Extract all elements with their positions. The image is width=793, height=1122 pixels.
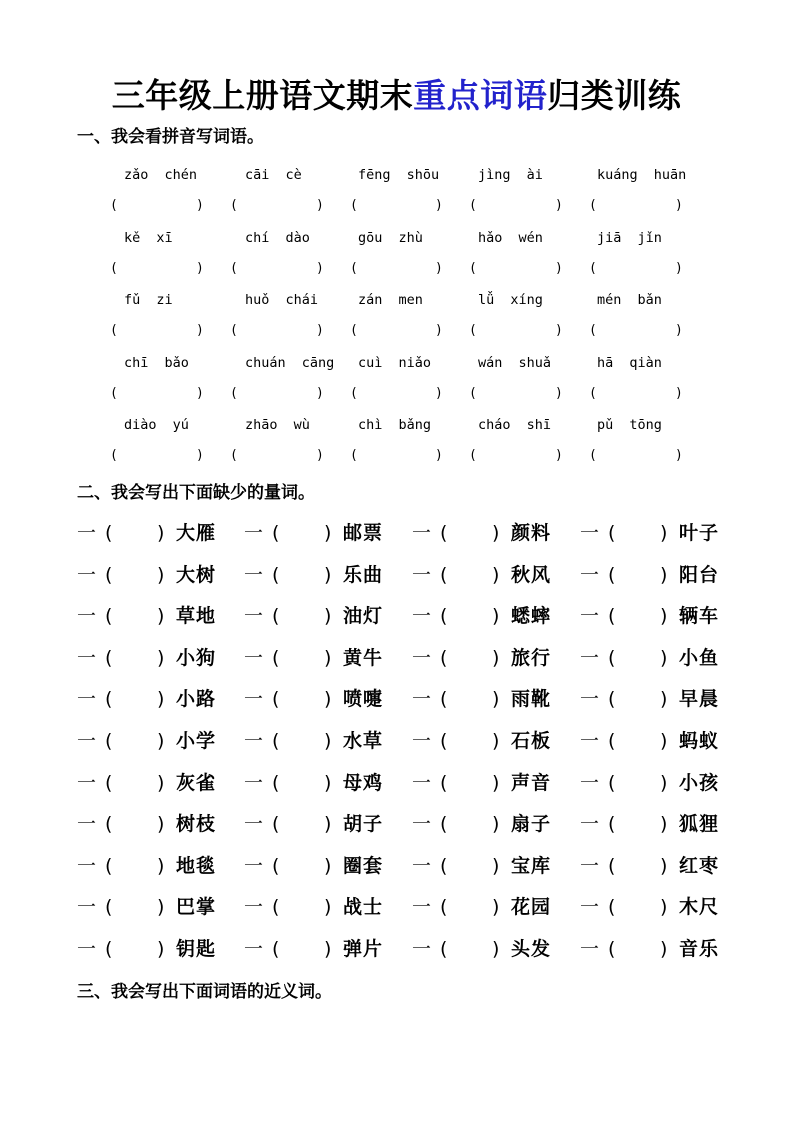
- answer-blank-close: ): [492, 688, 500, 711]
- answer-blank-close: ): [555, 260, 563, 276]
- noun-word: 水草: [343, 730, 384, 752]
- noun-word: 圈套: [343, 854, 384, 877]
- answer-blank-close: ): [492, 854, 500, 877]
- answer-blank-open[interactable]: (: [105, 522, 113, 544]
- prefix-yi: 一: [580, 896, 600, 919]
- noun-word: 小路: [176, 688, 217, 711]
- answer-blank-open[interactable]: (: [440, 771, 448, 794]
- pinyin-text: zhāo wù: [245, 417, 310, 433]
- measure-word-row: [0, 936, 793, 962]
- answer-blank-close: ): [324, 938, 332, 960]
- answer-blank-close: ): [157, 771, 165, 794]
- answer-blank-close: ): [157, 646, 165, 669]
- pinyin-text: jiā jǐn: [597, 229, 662, 246]
- prefix-yi: 一: [244, 522, 264, 544]
- answer-blank-open[interactable]: (: [230, 323, 238, 338]
- answer-blank-open[interactable]: (: [440, 896, 448, 919]
- answer-blank-open[interactable]: (: [440, 605, 448, 628]
- prefix-yi: 一: [244, 563, 264, 586]
- noun-word: 小狗: [176, 646, 217, 669]
- answer-blank-close: ): [196, 260, 204, 276]
- noun-word: 灰雀: [176, 771, 217, 794]
- answer-blank-open[interactable]: (: [105, 646, 113, 669]
- noun-word: 树枝: [176, 813, 217, 836]
- answer-blank-open[interactable]: (: [230, 385, 238, 401]
- answer-blank-close: ): [492, 771, 500, 794]
- answer-blank-open[interactable]: (: [110, 260, 118, 276]
- answer-blank-open[interactable]: (: [440, 646, 448, 669]
- prefix-yi: 一: [77, 813, 97, 836]
- answer-blank-open[interactable]: (: [272, 688, 280, 711]
- measure-word-row: [0, 645, 793, 671]
- answer-blank-close: ): [660, 771, 668, 794]
- prefix-yi: 一: [77, 605, 97, 628]
- noun-word: 花园: [511, 896, 552, 919]
- measure-word-row: [0, 770, 793, 796]
- answer-blank-open[interactable]: (: [272, 730, 280, 752]
- answer-blank-open[interactable]: (: [608, 605, 616, 628]
- noun-word: 雨靴: [511, 688, 552, 711]
- answer-blank-open[interactable]: (: [230, 198, 238, 213]
- prefix-yi: 一: [580, 646, 600, 669]
- answer-blank-close: ): [324, 730, 332, 752]
- prefix-yi: 一: [412, 854, 432, 877]
- pinyin-text: zǎo chén: [124, 167, 198, 183]
- prefix-yi: 一: [580, 771, 600, 794]
- prefix-yi: 一: [77, 938, 97, 960]
- answer-blank-close: ): [316, 385, 324, 401]
- prefix-yi: 一: [580, 563, 600, 586]
- prefix-yi: 一: [412, 646, 432, 669]
- pinyin-text: cuì niǎo: [358, 354, 432, 371]
- answer-blank-open[interactable]: (: [110, 385, 118, 401]
- prefix-yi: 一: [77, 646, 97, 669]
- answer-blank-open[interactable]: (: [440, 563, 448, 586]
- answer-blank-close: ): [435, 323, 443, 338]
- answer-blank-close: ): [660, 646, 668, 669]
- answer-blank-close: ): [324, 646, 332, 669]
- answer-blank-open[interactable]: (: [469, 260, 477, 276]
- answer-blank-close: ): [492, 563, 500, 586]
- answer-blank-open[interactable]: (: [350, 198, 358, 213]
- pinyin-text: diào yú: [124, 417, 189, 433]
- answer-blank-close: ): [324, 771, 332, 794]
- answer-blank-open[interactable]: (: [589, 198, 597, 213]
- noun-word: 胡子: [343, 813, 384, 836]
- noun-word: 钥匙: [176, 938, 217, 960]
- answer-blank-open[interactable]: (: [440, 813, 448, 836]
- prefix-yi: 一: [244, 938, 264, 960]
- noun-word: 大雁: [176, 522, 217, 544]
- noun-word: 邮票: [343, 522, 384, 544]
- section-2-heading: 二、我会写出下面缺少的量词。: [77, 483, 315, 503]
- answer-blank-close: ): [492, 896, 500, 919]
- answer-blank-open[interactable]: (: [440, 730, 448, 752]
- prefix-yi: 一: [412, 563, 432, 586]
- measure-word-row: [0, 894, 793, 920]
- measure-word-row: [0, 603, 793, 629]
- measure-word-row: [0, 562, 793, 588]
- pinyin-text: cāi cè: [245, 167, 302, 183]
- answer-blank-open[interactable]: (: [589, 260, 597, 276]
- answer-blank-close: ): [660, 522, 668, 544]
- answer-blank-open[interactable]: (: [608, 688, 616, 711]
- title-highlight: 重点词语: [413, 76, 548, 115]
- answer-blank-close: ): [196, 385, 204, 401]
- noun-word: 狐狸: [679, 813, 720, 836]
- answer-blank-close: ): [435, 260, 443, 276]
- noun-word: 草地: [176, 605, 217, 628]
- noun-word: 战士: [343, 896, 384, 919]
- measure-word-row: [0, 853, 793, 879]
- answer-blank-open[interactable]: (: [350, 260, 358, 276]
- prefix-yi: 一: [244, 646, 264, 669]
- answer-blank-open[interactable]: (: [105, 813, 113, 836]
- answer-blank-open[interactable]: (: [608, 522, 616, 544]
- prefix-yi: 一: [412, 771, 432, 794]
- prefix-yi: 一: [244, 854, 264, 877]
- prefix-yi: 一: [244, 605, 264, 628]
- answer-blank-close: ): [157, 813, 165, 836]
- prefix-yi: 一: [412, 813, 432, 836]
- answer-blank-open[interactable]: (: [350, 448, 358, 463]
- answer-blank-open[interactable]: (: [350, 323, 358, 338]
- noun-word: 蟋蟀: [511, 605, 552, 628]
- answer-blank-close: ): [157, 730, 165, 752]
- pinyin-text: wán shuǎ: [478, 354, 552, 371]
- title-part-1: 三年级上册语文期末: [111, 76, 414, 115]
- noun-word: 母鸡: [343, 771, 384, 794]
- answer-blank-open[interactable]: (: [440, 854, 448, 877]
- answer-blank-close: ): [324, 854, 332, 877]
- pinyin-text: gōu zhù: [358, 229, 423, 246]
- answer-blank-close: ): [157, 896, 165, 919]
- answer-blank-open[interactable]: (: [105, 688, 113, 711]
- noun-word: 弹片: [343, 938, 384, 960]
- prefix-yi: 一: [412, 938, 432, 960]
- noun-word: 声音: [511, 771, 552, 794]
- answer-blank-close: ): [660, 688, 668, 711]
- pinyin-text: cháo shī: [478, 417, 552, 433]
- prefix-yi: 一: [580, 522, 600, 544]
- answer-blank-close: ): [324, 688, 332, 711]
- answer-blank-close: ): [660, 896, 668, 919]
- answer-blank-open[interactable]: (: [608, 771, 616, 794]
- answer-blank-close: ): [316, 323, 324, 338]
- prefix-yi: 一: [580, 730, 600, 752]
- noun-word: 小学: [176, 730, 217, 752]
- answer-blank-open[interactable]: (: [230, 260, 238, 276]
- answer-blank-close: ): [324, 563, 332, 586]
- measure-word-row: [0, 520, 793, 546]
- noun-word: 阳台: [679, 563, 720, 586]
- answer-blank-open[interactable]: (: [230, 448, 238, 463]
- answer-blank-close: ): [675, 385, 683, 401]
- noun-word: 黄牛: [343, 646, 384, 669]
- noun-word: 叶子: [679, 522, 720, 544]
- answer-blank-open[interactable]: (: [608, 896, 616, 919]
- answer-blank-close: ): [660, 854, 668, 877]
- answer-blank-close: ): [555, 385, 563, 401]
- answer-blank-close: ): [196, 198, 204, 213]
- noun-word: 巴掌: [176, 896, 217, 919]
- noun-word: 大树: [176, 563, 217, 586]
- prefix-yi: 一: [77, 730, 97, 752]
- prefix-yi: 一: [77, 563, 97, 586]
- page-title: [0, 74, 793, 118]
- answer-blank-open[interactable]: (: [608, 730, 616, 752]
- prefix-yi: 一: [580, 605, 600, 628]
- answer-blank-open[interactable]: (: [110, 198, 118, 213]
- answer-blank-close: ): [157, 854, 165, 877]
- answer-blank-open[interactable]: (: [272, 938, 280, 960]
- prefix-yi: 一: [412, 896, 432, 919]
- answer-blank-close: ): [660, 813, 668, 836]
- noun-word: 石板: [511, 730, 552, 752]
- prefix-yi: 一: [77, 896, 97, 919]
- answer-blank-open[interactable]: (: [105, 771, 113, 794]
- noun-word: 旅行: [511, 646, 552, 669]
- answer-blank-close: ): [675, 198, 683, 213]
- noun-word: 头发: [511, 938, 552, 960]
- answer-blank-open[interactable]: (: [105, 730, 113, 752]
- answer-blank-close: ): [324, 605, 332, 628]
- answer-blank-open[interactable]: (: [110, 323, 118, 338]
- noun-word: 秋风: [511, 563, 552, 586]
- noun-word: 红枣: [679, 854, 720, 877]
- answer-blank-close: ): [675, 260, 683, 276]
- prefix-yi: 一: [244, 688, 264, 711]
- answer-blank-close: ): [675, 323, 683, 338]
- answer-blank-open[interactable]: (: [589, 385, 597, 401]
- pinyin-text: zán men: [358, 292, 423, 308]
- pinyin-text: chì bǎng: [358, 417, 432, 433]
- prefix-yi: 一: [244, 896, 264, 919]
- noun-word: 扇子: [511, 813, 552, 836]
- prefix-yi: 一: [580, 854, 600, 877]
- answer-blank-open[interactable]: (: [608, 646, 616, 669]
- answer-blank-open[interactable]: (: [272, 605, 280, 628]
- pinyin-text: jìng ài: [478, 167, 543, 183]
- prefix-yi: 一: [244, 813, 264, 836]
- noun-word: 辆车: [679, 605, 720, 628]
- noun-word: 早晨: [679, 688, 720, 711]
- answer-blank-open[interactable]: (: [440, 522, 448, 544]
- answer-blank-close: ): [196, 448, 204, 463]
- measure-word-row: [0, 728, 793, 754]
- pinyin-text: kuáng huān: [597, 167, 687, 183]
- answer-blank-close: ): [660, 730, 668, 752]
- noun-word: 小鱼: [679, 646, 720, 669]
- answer-blank-close: ): [316, 448, 324, 463]
- prefix-yi: 一: [244, 730, 264, 752]
- noun-word: 小孩: [679, 771, 720, 794]
- answer-blank-open[interactable]: (: [272, 522, 280, 544]
- answer-blank-close: ): [555, 448, 563, 463]
- answer-blank-open[interactable]: (: [272, 563, 280, 586]
- answer-blank-close: ): [660, 938, 668, 960]
- pinyin-text: fǔ zi: [124, 292, 173, 308]
- answer-blank-open[interactable]: (: [272, 813, 280, 836]
- answer-blank-close: ): [157, 605, 165, 628]
- answer-blank-close: ): [660, 605, 668, 628]
- answer-blank-close: ): [316, 198, 324, 213]
- answer-blank-close: ): [435, 198, 443, 213]
- answer-blank-open[interactable]: (: [608, 563, 616, 586]
- answer-blank-close: ): [324, 896, 332, 919]
- answer-blank-close: ): [324, 813, 332, 836]
- prefix-yi: 一: [77, 522, 97, 544]
- answer-blank-close: ): [492, 605, 500, 628]
- answer-blank-close: ): [492, 522, 500, 544]
- answer-blank-open[interactable]: (: [272, 771, 280, 794]
- answer-blank-close: ): [555, 323, 563, 338]
- answer-blank-close: ): [157, 563, 165, 586]
- answer-blank-open[interactable]: (: [105, 896, 113, 919]
- answer-blank-close: ): [492, 730, 500, 752]
- noun-word: 地毯: [176, 854, 217, 877]
- answer-blank-open[interactable]: (: [469, 323, 477, 338]
- answer-blank-open[interactable]: (: [589, 323, 597, 338]
- answer-blank-close: ): [660, 563, 668, 586]
- answer-blank-open[interactable]: (: [272, 646, 280, 669]
- answer-blank-close: ): [492, 646, 500, 669]
- noun-word: 乐曲: [343, 563, 384, 586]
- answer-blank-close: ): [435, 448, 443, 463]
- section-3-heading: 三、我会写出下面词语的近义词。: [77, 982, 332, 1002]
- pinyin-text: lǚ xíng: [478, 292, 543, 308]
- answer-blank-close: ): [492, 938, 500, 960]
- pinyin-text: huǒ chái: [245, 292, 319, 308]
- answer-blank-open[interactable]: (: [608, 938, 616, 960]
- prefix-yi: 一: [580, 688, 600, 711]
- prefix-yi: 一: [580, 813, 600, 836]
- answer-blank-open[interactable]: (: [469, 385, 477, 401]
- answer-blank-open[interactable]: (: [350, 385, 358, 401]
- pinyin-text: hā qiàn: [597, 354, 662, 371]
- noun-word: 木尺: [679, 896, 720, 919]
- answer-blank-open[interactable]: (: [608, 854, 616, 877]
- prefix-yi: 一: [77, 771, 97, 794]
- measure-word-row: [0, 811, 793, 837]
- prefix-yi: 一: [244, 771, 264, 794]
- prefix-yi: 一: [580, 938, 600, 960]
- answer-blank-open[interactable]: (: [469, 448, 477, 463]
- answer-blank-open[interactable]: (: [105, 938, 113, 960]
- prefix-yi: 一: [412, 605, 432, 628]
- pinyin-text: fēng shōu: [358, 167, 440, 183]
- answer-blank-close: ): [157, 938, 165, 960]
- answer-blank-open[interactable]: (: [105, 563, 113, 586]
- pinyin-text: hǎo wén: [478, 229, 543, 246]
- noun-word: 蚂蚁: [679, 730, 720, 752]
- answer-blank-close: ): [492, 813, 500, 836]
- pinyin-text: kě xī: [124, 229, 173, 246]
- title-part-2: 归类训练: [547, 76, 682, 115]
- noun-word: 油灯: [343, 605, 384, 628]
- pinyin-text: chī bǎo: [124, 354, 189, 371]
- answer-blank-close: ): [157, 688, 165, 711]
- answer-blank-close: ): [324, 522, 332, 544]
- answer-blank-open[interactable]: (: [105, 854, 113, 877]
- answer-blank-close: ): [157, 522, 165, 544]
- prefix-yi: 一: [412, 730, 432, 752]
- answer-blank-open[interactable]: (: [469, 198, 477, 213]
- noun-word: 宝库: [511, 854, 552, 877]
- noun-word: 颜料: [511, 522, 552, 544]
- answer-blank-open[interactable]: (: [105, 605, 113, 628]
- pinyin-text: mén bǎn: [597, 292, 662, 308]
- answer-blank-open[interactable]: (: [272, 896, 280, 919]
- prefix-yi: 一: [77, 854, 97, 877]
- prefix-yi: 一: [412, 522, 432, 544]
- answer-blank-close: ): [196, 323, 204, 338]
- answer-blank-close: ): [316, 260, 324, 276]
- answer-blank-open[interactable]: (: [608, 813, 616, 836]
- answer-blank-close: ): [435, 385, 443, 401]
- pinyin-text: chuán cāng: [245, 354, 335, 371]
- answer-blank-open[interactable]: (: [272, 854, 280, 877]
- prefix-yi: 一: [77, 688, 97, 711]
- measure-word-row: [0, 686, 793, 712]
- pinyin-text: pǔ tōng: [597, 417, 662, 433]
- answer-blank-open[interactable]: (: [440, 688, 448, 711]
- section-1-heading: 一、我会看拼音写词语。: [77, 127, 264, 147]
- prefix-yi: 一: [412, 688, 432, 711]
- answer-blank-open[interactable]: (: [110, 448, 118, 463]
- answer-blank-open[interactable]: (: [589, 448, 597, 463]
- pinyin-text: chí dào: [245, 229, 310, 246]
- answer-blank-close: ): [675, 448, 683, 463]
- noun-word: 喷嚏: [343, 688, 384, 711]
- answer-blank-open[interactable]: (: [440, 938, 448, 960]
- noun-word: 音乐: [679, 938, 720, 960]
- answer-blank-close: ): [555, 198, 563, 213]
